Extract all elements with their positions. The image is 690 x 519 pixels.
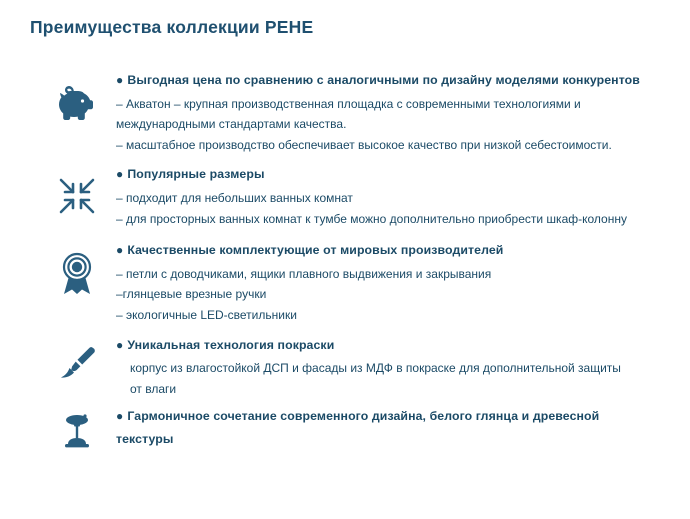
bullet-icon: ● (116, 409, 124, 424)
benefit-heading-text: Качественные комплектующие от мировых производителей (127, 243, 504, 258)
benefit-heading (116, 242, 680, 259)
benefits-list (0, 72, 690, 458)
quality-award-icon (38, 242, 116, 302)
benefit-detail-line: от влаги (130, 381, 177, 396)
bullet-icon: ● (116, 73, 124, 87)
benefit-detail-line: – Акватон – крупная производственная площадка с современными технологиями и (116, 96, 581, 111)
benefit-item-painting (0, 337, 690, 401)
piggy-bank-icon (38, 72, 116, 132)
benefit-detail-line: – петли с доводчиками, ящики плавного выдвижения и закрывания (116, 266, 492, 281)
benefit-heading (116, 72, 680, 89)
table-lamp-icon (38, 408, 116, 458)
benefit-text-components (116, 242, 680, 326)
benefit-detail-line: международными стандартами качества. (116, 117, 347, 132)
benefit-heading-continuation: текстуры (116, 431, 174, 446)
benefit-detail-line: – экологичные LED-светильники (116, 307, 297, 322)
benefit-text-design (116, 408, 680, 453)
benefit-detail-line: –глянцевые врезные ручки (116, 287, 267, 302)
bullet-icon: ● (116, 243, 124, 258)
benefit-heading-text: Выгодная цена по сравнению с аналогичными по дизайну моделями конкурентов (127, 73, 640, 87)
benefit-detail-line: – подходит для небольших ванных комнат (116, 190, 353, 205)
benefit-detail-line: корпус из влагостойкой ДСП и фасады из МДФ в покраске для дополнительной защиты (130, 361, 621, 376)
benefit-text-sizes (116, 166, 680, 230)
paint-brush-icon (38, 337, 116, 385)
benefit-text-price (116, 72, 680, 156)
benefit-heading (116, 166, 680, 183)
benefit-detail-line: – масштабное производство обеспечивает высокое качество при низкой себестоимости. (116, 137, 612, 152)
arrows-compress-icon (38, 166, 116, 220)
benefit-item-design (0, 408, 690, 458)
benefit-heading-text: Гармоничное сочетание современного дизайна, белого глянца и древесной (127, 409, 600, 424)
benefit-heading (116, 408, 680, 425)
bullet-icon: ● (116, 167, 124, 182)
benefit-item-components (0, 242, 690, 326)
benefit-item-sizes (0, 166, 690, 230)
benefit-text-painting (116, 337, 680, 401)
benefit-heading (116, 337, 680, 354)
benefit-item-price (0, 72, 690, 156)
bullet-icon: ● (116, 337, 124, 352)
benefit-heading-text: Популярные размеры (127, 167, 265, 182)
benefit-detail-line: – для просторных ванных комнат к тумбе можно дополнительно приобрести шкаф-колонну (116, 211, 627, 226)
benefit-heading-text: Уникальная технология покраски (127, 337, 335, 352)
page-title: Преимущества коллекции РЕНЕ (30, 17, 314, 37)
